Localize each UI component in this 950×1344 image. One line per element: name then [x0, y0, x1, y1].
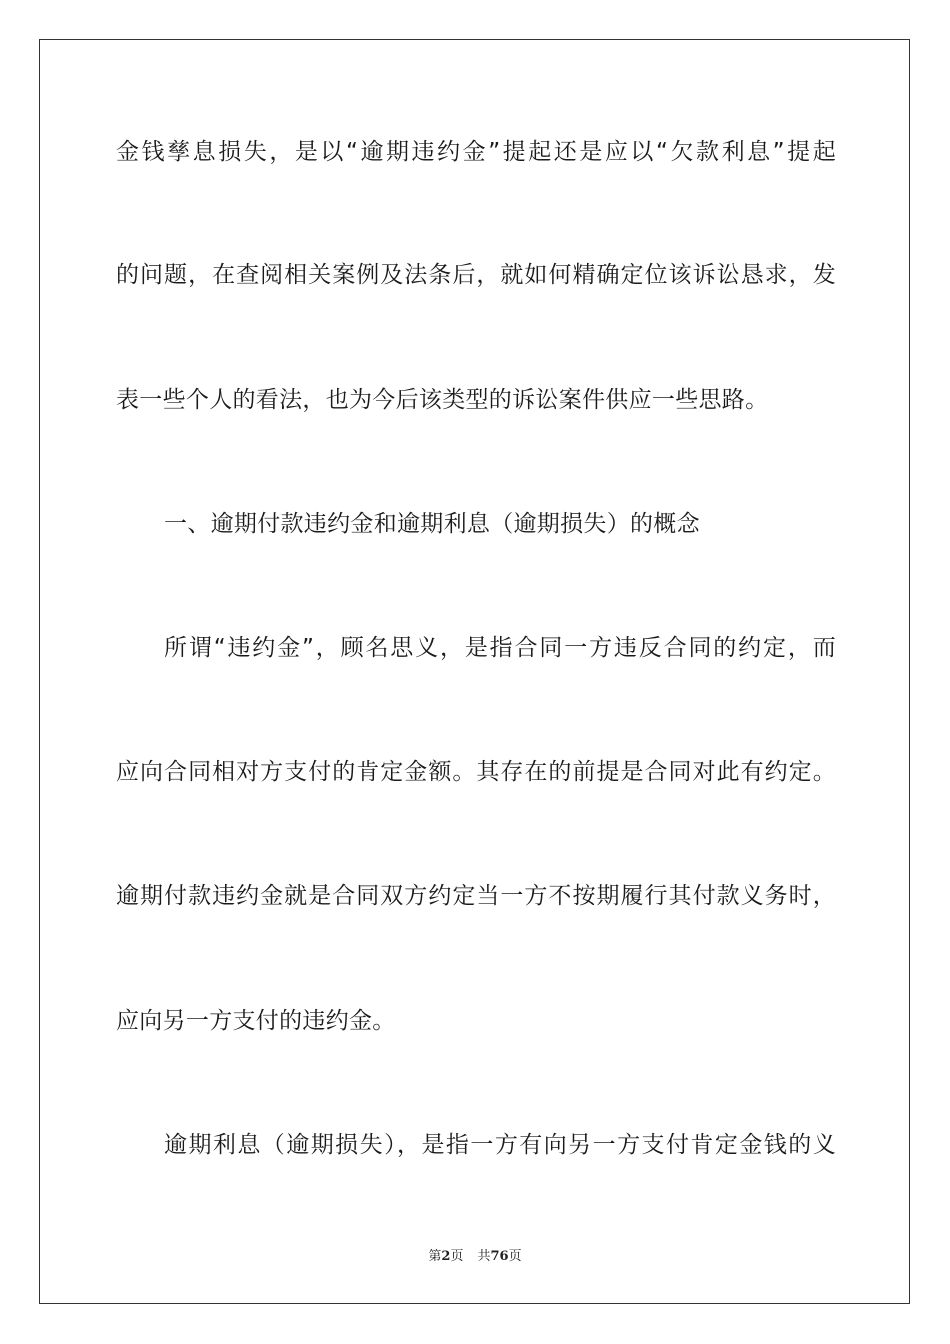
body-line-2: 的问题，在查阅相关案例及法条后，就如何精确定位该诉讼恳求，发: [116, 262, 836, 288]
footer-page-number: 2: [441, 1249, 451, 1264]
body-line-5: 所谓“违约金”，顾名思义，是指合同一方违反合同的约定，而: [164, 635, 836, 661]
footer-page-prefix: 第: [428, 1249, 442, 1264]
page-border: [39, 39, 910, 1304]
page-footer: [0, 1248, 950, 1266]
body-line-7: 逾期付款违约金就是合同双方约定当一方不按期履行其付款义务时，: [116, 883, 836, 909]
footer-total-suffix: 页: [508, 1249, 522, 1264]
section-heading: 一、逾期付款违约金和逾期利息（逾期损失）的概念: [164, 511, 700, 537]
body-line-1: 金钱孳息损失，是以“逾期违约金”提起还是应以“欠款利息”提起: [116, 139, 836, 165]
footer-total-pages: 76: [490, 1249, 509, 1264]
body-line-9: 逾期利息（逾期损失），是指一方有向另一方支付肯定金钱的义: [164, 1132, 836, 1158]
footer-page-suffix: 页: [450, 1249, 464, 1264]
footer-total-prefix: 共: [477, 1249, 491, 1264]
body-line-8: 应向另一方支付的违约金。: [116, 1008, 396, 1034]
body-line-3: 表一些个人的看法，也为今后该类型的诉讼案件供应一些思路。: [116, 387, 769, 413]
body-line-6: 应向合同相对方支付的肯定金额。其存在的前提是合同对此有约定。: [116, 759, 836, 785]
